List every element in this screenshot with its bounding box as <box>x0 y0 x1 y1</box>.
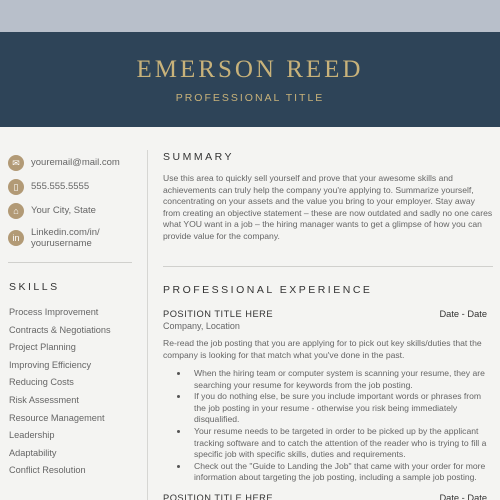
job-description: Re-read the job posting that you are applying for to pick out key skills/duties that the company is looking for that match what you've done in the past. <box>163 338 482 360</box>
skill-item: Conflict Resolution <box>9 465 86 476</box>
resume-page <box>0 32 500 500</box>
phone-icon: ▯ <box>8 179 24 195</box>
bullet-item: When the hiring team or computer system is scanning your resume, they are searching your resume for keywords from the job posting. <box>177 368 487 391</box>
phone-text: 555.555.5555 <box>31 181 90 192</box>
backdrop-strip <box>0 0 500 32</box>
linkedin-text <box>31 227 100 249</box>
summary-heading: SUMMARY <box>163 151 234 163</box>
skill-item: Contracts & Negotiations <box>9 324 111 335</box>
envelope-icon: ✉ <box>8 155 24 171</box>
skill-item: Resource Management <box>9 412 105 423</box>
summary-text: Use this area to quickly sell yourself and prove that your awesome skills and achievements can truly help the company you're applying to. Summarize yourself, concentrating on your assets and the value you bring to your employer. Stay away from creating an objective statement – these are now outdated and sadly no one cares what YOU want in a job – the hiring manager wants to get a glimpse of how you can provide value for the company. <box>163 173 493 241</box>
contact-email <box>8 155 148 171</box>
bullet-item: Check out the "Guide to Landing the Job" that came with your order for more information about targeting the job posting, including a sample job posting. <box>177 461 487 484</box>
email-text: youremail@mail.com <box>31 157 120 168</box>
skill-item: Improving Efficiency <box>9 359 92 370</box>
contact-linkedin <box>8 227 148 249</box>
main-divider <box>163 266 493 267</box>
linkedin-line-2: yourusername <box>31 238 92 249</box>
bullet-item: If you do nothing else, be sure you include important words or phrases from the job posting in your resume - otherwise you risk being immediately disqualified. <box>177 391 487 426</box>
skill-item: Risk Assessment <box>9 394 79 405</box>
skill-item: Project Planning <box>9 342 76 353</box>
candidate-name: EMERSON REED <box>136 56 364 83</box>
skill-item: Reducing Costs <box>9 377 74 388</box>
job-title-2: POSITION TITLE HERE <box>163 493 274 500</box>
job-company: Company, Location <box>163 321 240 331</box>
skills-list <box>9 305 144 481</box>
resume-header <box>0 32 500 127</box>
location-text: Your City, State <box>31 205 96 216</box>
job-title: POSITION TITLE HERE <box>163 309 274 319</box>
job-date: Date - Date <box>439 309 487 319</box>
experience-heading: PROFESSIONAL EXPERIENCE <box>163 284 373 296</box>
job-bullets <box>177 368 487 484</box>
sidebar-divider <box>8 262 132 263</box>
linkedin-line-1: Linkedin.com/in/ <box>31 227 100 238</box>
skills-heading: SKILLS <box>9 281 60 293</box>
home-icon: ⌂ <box>8 203 24 219</box>
skill-item: Adaptability <box>9 447 57 458</box>
bullet-item: Your resume needs to be targeted in order to be picked up by the applicant tracking software and to catch the attention of the reader who is trying to fill a specific job with specific skills, duties and requirements. <box>177 426 487 461</box>
job-date-2: Date - Date <box>439 493 487 500</box>
linkedin-icon: in <box>8 230 24 246</box>
column-divider <box>147 150 148 500</box>
contact-phone <box>8 179 148 195</box>
skill-item: Leadership <box>9 430 55 441</box>
professional-title: PROFESSIONAL TITLE <box>175 92 325 104</box>
contact-location <box>8 203 148 219</box>
skill-item: Process Improvement <box>9 307 99 317</box>
